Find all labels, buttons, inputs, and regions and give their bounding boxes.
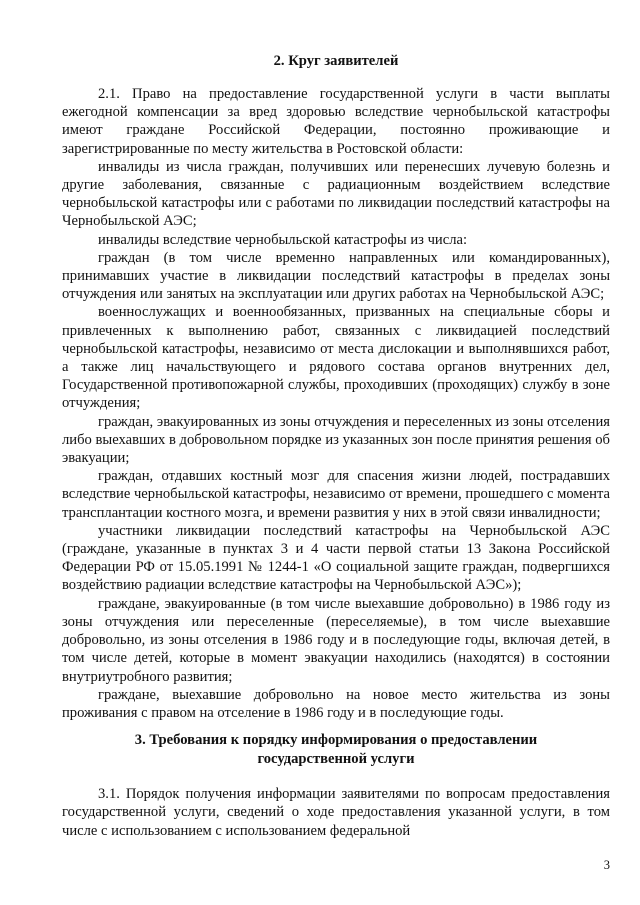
paragraph-disabled-from-among: инвалиды вследствие чернобыльской катастрофы из числа: xyxy=(98,231,468,248)
paragraph-liquidators-law: участники ликвидации последствий катастрофы на Чернобыльской АЭС (граждане, указанные в пунктах 3 и 4 части первой статьи 13 Закона Российской Федерации РФ от 15.05.1991 № 1244-1 «О социальной защите граждан, подвергшихся воздействию радиации вследствие катастрофы на Чернобыльской АЭС»); xyxy=(62,522,610,594)
section-3-title-line-1: 3. Требования к порядку информирования о предоставлении xyxy=(134,732,538,749)
paragraph-2-1: 2.1. Право на предоставление государственной услуги в части выплаты ежегодной компенсации за вред здоровью вследствие чернобыльской катастрофы имеют граждане Российской Федерации, постоянно проживающие и зарегистрированные по месту жительства в Ростовской области: xyxy=(62,86,610,157)
paragraph-voluntary-relocation: граждане, выехавшие добровольно на новое место жительства из зоны проживания с правом на отселение в 1986 году и в последующие годы. xyxy=(62,686,610,721)
section-3-title xyxy=(62,731,610,769)
paragraph-bone-marrow-donors: граждан, отдавших костный мозг для спасения жизни людей, пострадавших вследствие чернобыльской катастрофы, независимо от времени, прошедшего с момента трансплантации костного мозга, и времени развития у них в этой связи инвалидности; xyxy=(62,468,610,521)
section-2-title: 2. Круг заявителей xyxy=(273,53,399,69)
section-3-title-line-2: государственной услуги xyxy=(257,751,415,768)
section-3-body xyxy=(62,785,610,840)
page-number: 3 xyxy=(603,858,610,872)
paragraph-liquidation-participants: граждан (в том числе временно направленных или командированных), принимавших участие в ликвидации последствий катастрофы в пределах зоны отчуждения или занятых на эксплуатации или других работах на Чернобыльской АЭС; xyxy=(62,249,610,303)
document-page xyxy=(62,52,610,840)
paragraph-evacuated: граждан, эвакуированных из зоны отчуждения и переселенных из зоны отселения либо выехавших в добровольном порядке из указанных зон после принятия решения об эвакуации; xyxy=(62,413,610,467)
paragraph-disabled-radiation: инвалиды из числа граждан, получивших или перенесших лучевую болезнь и другие заболевания, связанные с радиационным воздействием вследствие чернобыльской катастрофы или с работами по ликвидации последствий катастрофы на Чернобыльской АЭС; xyxy=(62,158,610,230)
paragraph-3-1: 3.1. Порядок получения информации заявителями по вопросам предоставления государственной услуги, сведений о ходе предоставления указанной услуги, в том числе с использованием с использованием федеральной xyxy=(62,786,610,839)
section-2-body xyxy=(62,85,610,722)
paragraph-evacuated-1986: граждане, эвакуированные (в том числе выехавшие добровольно) в 1986 году из зоны отчуждения или переселенные (переселяемые), в том числе выехавшие добровольно, из зоны отселения в 1986 году и в последующие годы, включая детей, в том числе детей, которые в момент эвакуации находились (находятся) в состоянии внутриутробного развития; xyxy=(62,595,610,685)
paragraph-servicemen: военнослужащих и военнообязанных, призванных на специальные сборы и привлеченных к выполнению работ, связанных с ликвидацией последствий чернобыльской катастрофы, независимо от места дислокации и выполнявшихся работ, а также лиц начальствующего и рядового состава органов внутренних дел, Государственной противопожарной службы, проходивших (проходящих) службу в зоне отчуждения; xyxy=(62,304,610,412)
